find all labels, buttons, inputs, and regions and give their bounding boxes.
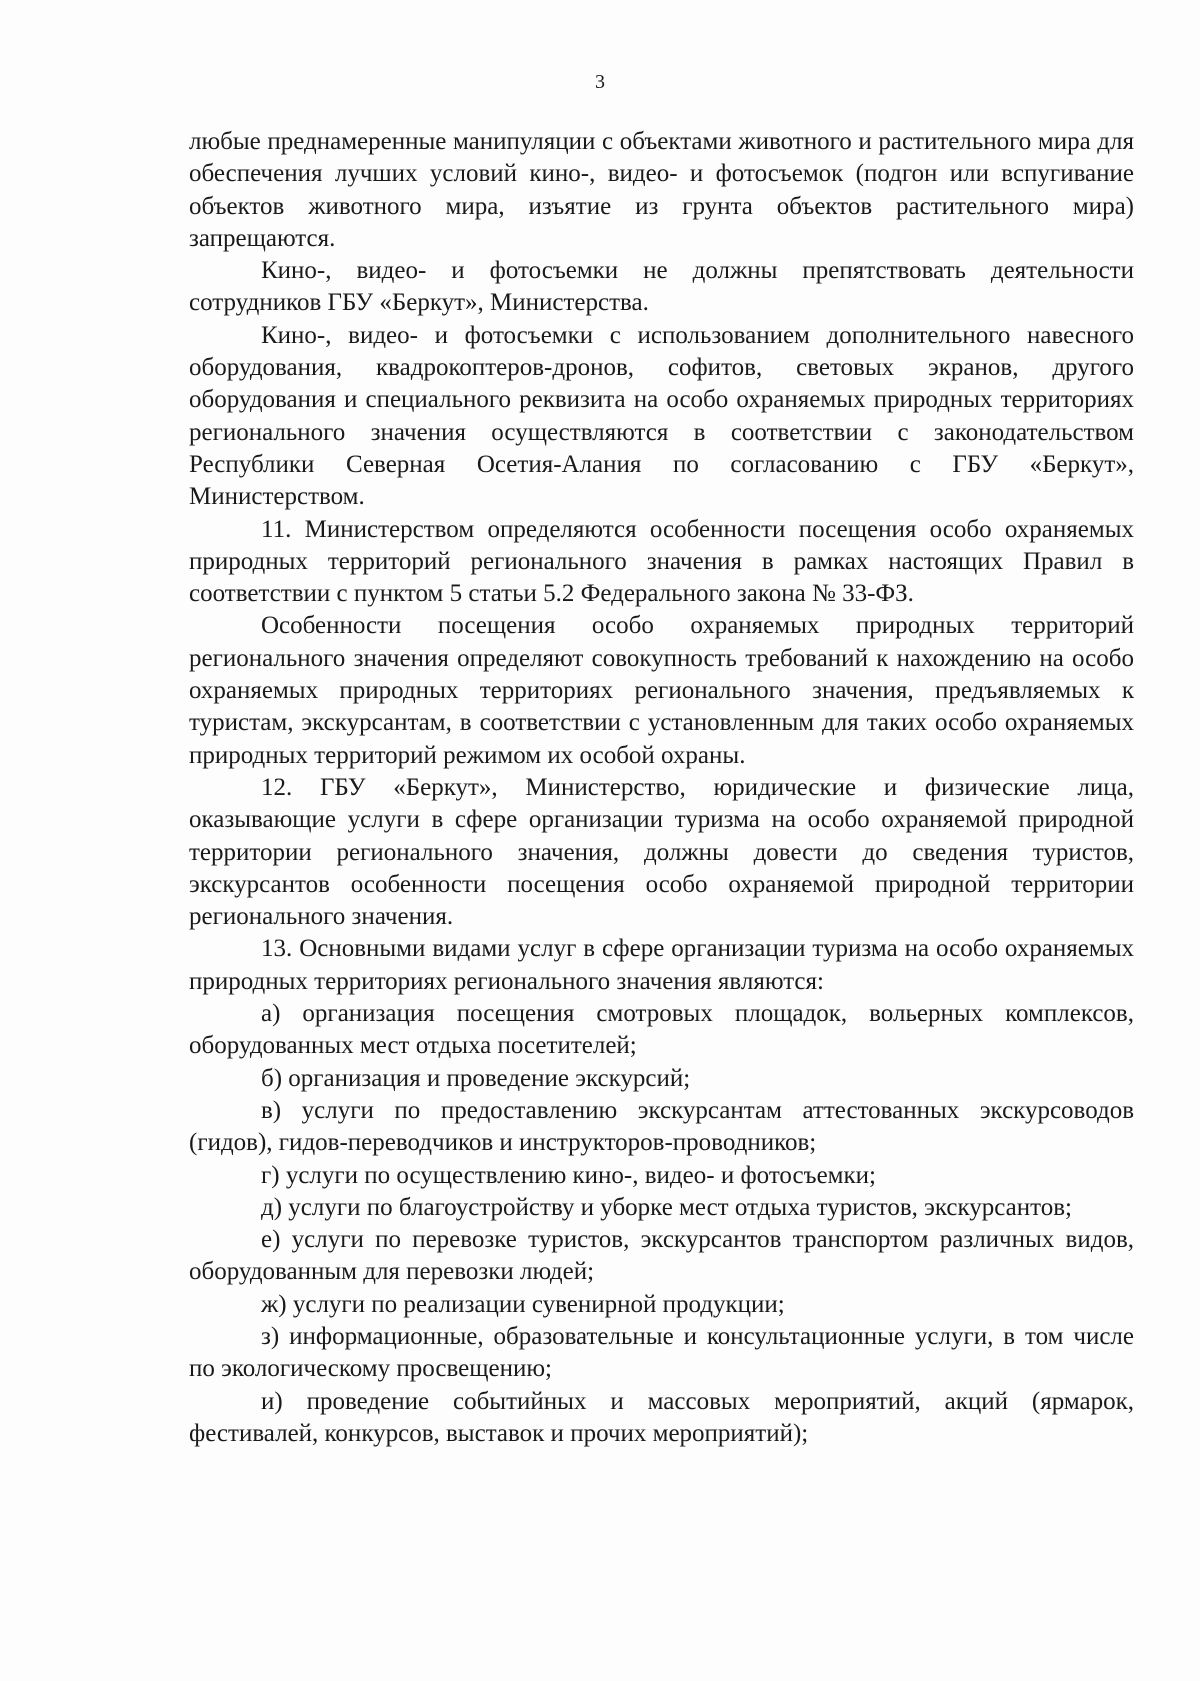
- list-item-i: и) проведение событийных и массовых мероприятий, акций (ярмарок, фестивалей, конкурсов, выставок и прочих мероприятий);: [189, 1387, 1134, 1447]
- paragraph-clause-11: 11. Министерством определяются особенности посещения особо охраняемых природных территорий регионального значения в рамках настоящих Правил в соответствии с пунктом 5 статьи 5.2 Федерального закона № 33-ФЗ.: [189, 515, 1134, 608]
- list-item-d: д) услуги по благоустройству и уборке мест отдыха туристов, экскурсантов;: [261, 1193, 1072, 1221]
- document-body: [189, 126, 1134, 1450]
- list-item-z: з) информационные, образовательные и консультационные услуги, в том числе по экологическому просвещению;: [189, 1322, 1134, 1383]
- paragraph-filming-equipment: Кино-, видео- и фотосъемки с использованием дополнительного навесного оборудования, квадрокоптеров-дронов, софитов, световых экранов, другого оборудования и специального реквизита на особо охраняемых природных территориях регионального значения осуществляются в соответствии с законодательством Республики Северная Осетия-Алания по согласованию с ГБУ «Беркут», Министерством.: [189, 321, 1134, 511]
- paragraph-visit-features: Особенности посещения особо охраняемых природных территорий регионального значения определяют совокупность требований к нахождению на особо охраняемых природных территориях регионального значения, предъявляемых к туристам, экскурсантам, в соответствии с установленным для таких особо охраняемых природных территорий режимом их особой охраны.: [189, 612, 1134, 769]
- paragraph-clause-12: 12. ГБУ «Беркут», Министерство, юридические и физические лица, оказывающие услуги в сфере организации туризма на особо охраняемой природной территории регионального значения, должны довести до сведения туристов, экскурсантов особенности посещения особо охраняемой природной территории регионального значения.: [189, 773, 1134, 931]
- list-item-e: е) услуги по перевозке туристов, экскурсантов транспортом различных видов, оборудованным для перевозки людей;: [189, 1226, 1134, 1286]
- paragraph-clause-13: 13. Основными видами услуг в сфере организации туризма на особо охраняемых природных территориях регионального значения являются:: [189, 935, 1134, 995]
- list-item-b: б) организация и проведение экскурсий;: [261, 1064, 691, 1092]
- list-item-zh: ж) услуги по реализации сувенирной продукции;: [261, 1290, 785, 1318]
- list-item-g: г) услуги по осуществлению кино-, видео- и фотосъемки;: [261, 1161, 876, 1189]
- list-item-v: в) услуги по предоставлению экскурсантам аттестованных экскурсоводов (гидов), гидов-переводчиков и инструкторов-проводников;: [189, 1096, 1134, 1157]
- list-item-a: а) организация посещения смотровых площадок, вольерных комплексов, оборудованных мест отдыха посетителей;: [189, 1000, 1134, 1060]
- page-number: 3: [595, 71, 605, 93]
- paragraph-prohibition-manipulations: любые преднамеренные манипуляции с объектами животного и растительного мира для обеспечения лучших условий кино-, видео- и фотосъемок (подгон или вспугивание объектов животного мира, изъятие из грунта объектов растительного мира) запрещаются.: [189, 128, 1134, 252]
- paragraph-filming-no-obstruction: Кино-, видео- и фотосъемки не должны препятствовать деятельности сотрудников ГБУ «Беркут», Министерства.: [189, 257, 1134, 317]
